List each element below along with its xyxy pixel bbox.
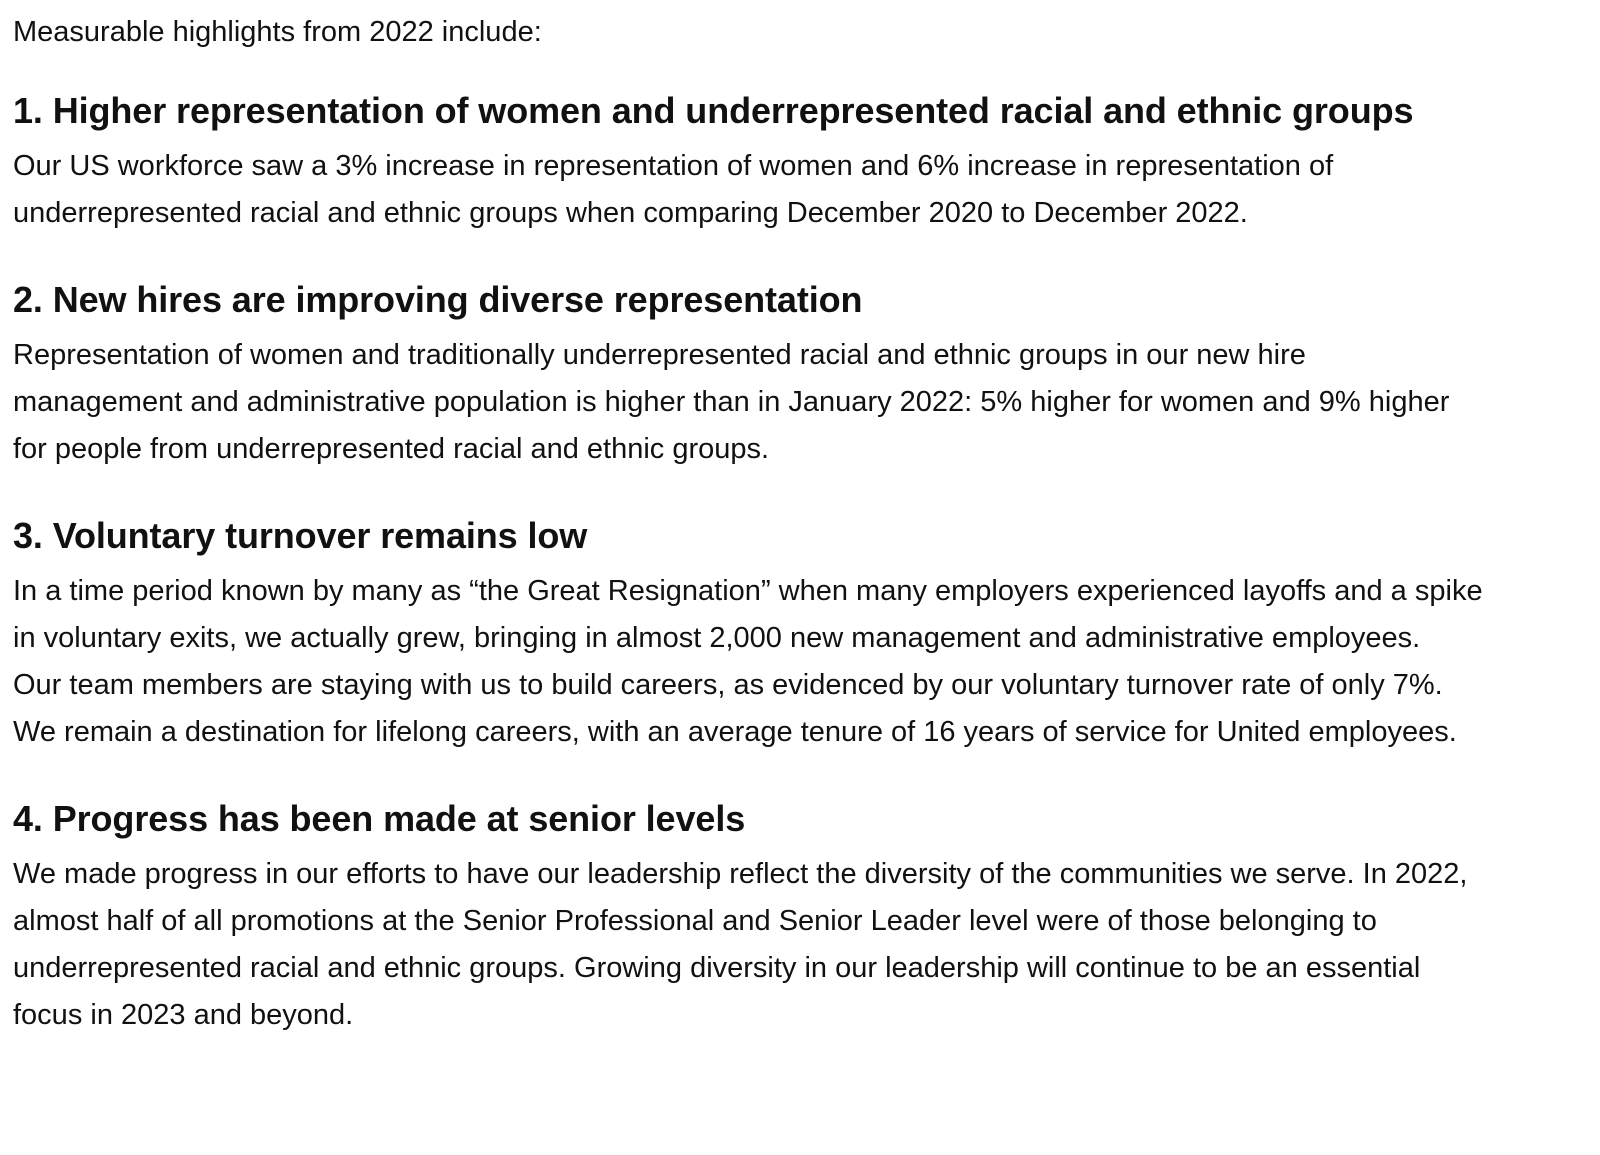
body-line: focus in 2023 and beyond. <box>13 999 354 1031</box>
body-line: In a time period known by many as “the Great Resignation” when many employers experienced layoffs and a spike <box>13 575 1483 607</box>
body-line: We remain a destination for lifelong careers, with an average tenure of 16 years of service for United employees. <box>13 716 1457 748</box>
section-heading: 4. Progress has been made at senior levels <box>13 798 746 839</box>
body-line: management and administrative population is higher than in January 2022: 5% higher for women and 9% higher <box>13 386 1450 418</box>
section-heading: 1. Higher representation of women and underrepresented racial and ethnic groups <box>13 90 1414 131</box>
section-4 <box>13 797 1600 1039</box>
section-body <box>13 851 1568 1039</box>
body-line: for people from underrepresented racial and ethnic groups. <box>13 433 770 465</box>
section-body <box>13 143 1568 237</box>
intro-text: Measurable highlights from 2022 include: <box>13 16 542 48</box>
body-line: Our US workforce saw a 3% increase in representation of women and 6% increase in representation of <box>13 150 1334 182</box>
body-line: We made progress in our efforts to have our leadership reflect the diversity of the communities we serve. In 2022, <box>13 858 1468 890</box>
section-body <box>13 332 1568 473</box>
section-body <box>13 568 1568 756</box>
section-heading: 2. New hires are improving diverse representation <box>13 279 863 320</box>
section-heading: 3. Voluntary turnover remains low <box>13 515 588 556</box>
section-1 <box>13 89 1600 237</box>
body-line: underrepresented racial and ethnic groups when comparing December 2020 to December 2022. <box>13 197 1248 229</box>
body-line: in voluntary exits, we actually grew, bringing in almost 2,000 new management and administrative employees. <box>13 622 1421 654</box>
body-line: underrepresented racial and ethnic groups. Growing diversity in our leadership will continue to be an essential <box>13 952 1421 984</box>
body-line: Our team members are staying with us to build careers, as evidenced by our voluntary turnover rate of only 7%. <box>13 669 1443 701</box>
section-3 <box>13 514 1600 756</box>
body-line: Representation of women and traditionally underrepresented racial and ethnic groups in our new hire <box>13 339 1306 371</box>
section-2 <box>13 278 1600 473</box>
body-line: almost half of all promotions at the Senior Professional and Senior Leader level were of those belonging to <box>13 905 1377 937</box>
